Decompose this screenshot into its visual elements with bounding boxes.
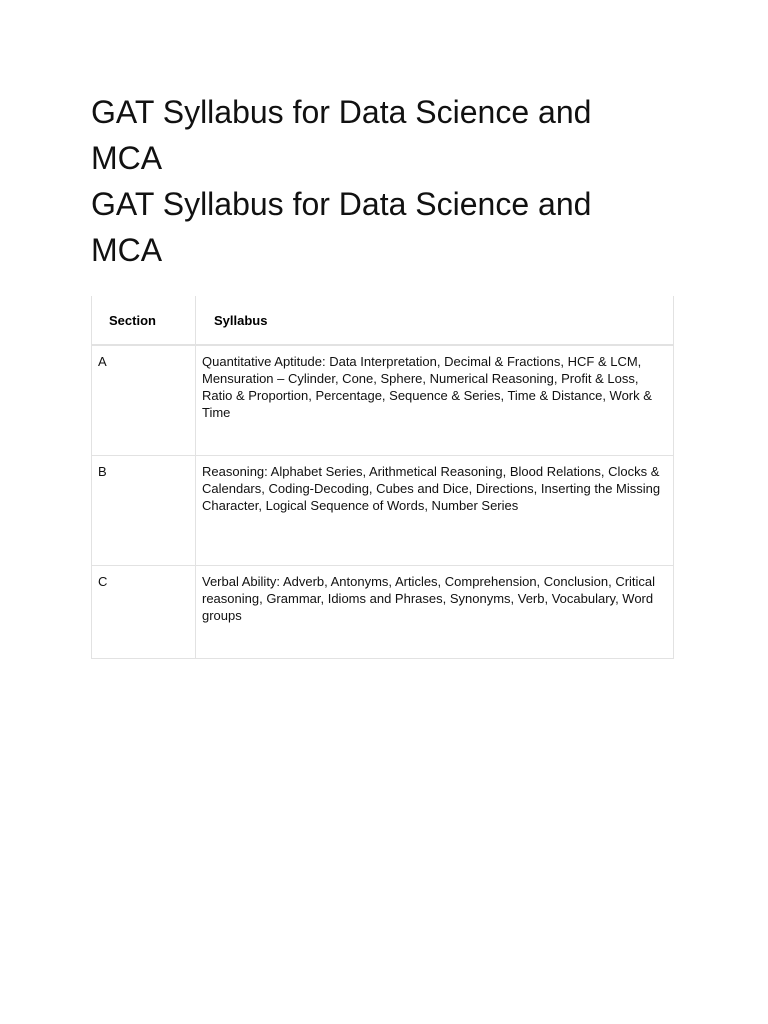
section-cell: B (92, 456, 196, 566)
syllabus-table (91, 296, 674, 659)
header-section: Section (92, 296, 196, 345)
syllabus-cell: Verbal Ability: Adverb, Antonyms, Articles, Comprehension, Conclusion, Critical reasoning, Grammar, Idioms and Phrases, Synonyms, Verb, Vocabulary, Word groups (196, 566, 674, 659)
syllabus-cell: Reasoning: Alphabet Series, Arithmetical Reasoning, Blood Relations, Clocks & Calendars, Coding-Decoding, Cubes and Dice, Directions, Inserting the Missing Character, Logical Sequence of Words, Number Series (196, 456, 674, 566)
document-page (91, 0, 673, 623)
page-title: GAT Syllabus for Data Science and MCA (91, 94, 592, 176)
syllabus-cell: Quantitative Aptitude: Data Interpretation, Decimal & Fractions, HCF & LCM, Mensuration – Cylinder, Cone, Sphere, Numerical Reasoning, Profit & Loss, Ratio & Proportion, Percentage, Sequence & Series, Time & Distance, Work & Time (196, 345, 674, 456)
table-row (92, 456, 674, 566)
table-header-row (92, 296, 674, 345)
section-cell: C (92, 566, 196, 659)
section-cell: A (92, 345, 196, 456)
header-syllabus: Syllabus (196, 296, 674, 345)
page-title-repeat: GAT Syllabus for Data Science and MCA (91, 186, 592, 268)
table-row (92, 566, 674, 659)
table-row (92, 345, 674, 456)
